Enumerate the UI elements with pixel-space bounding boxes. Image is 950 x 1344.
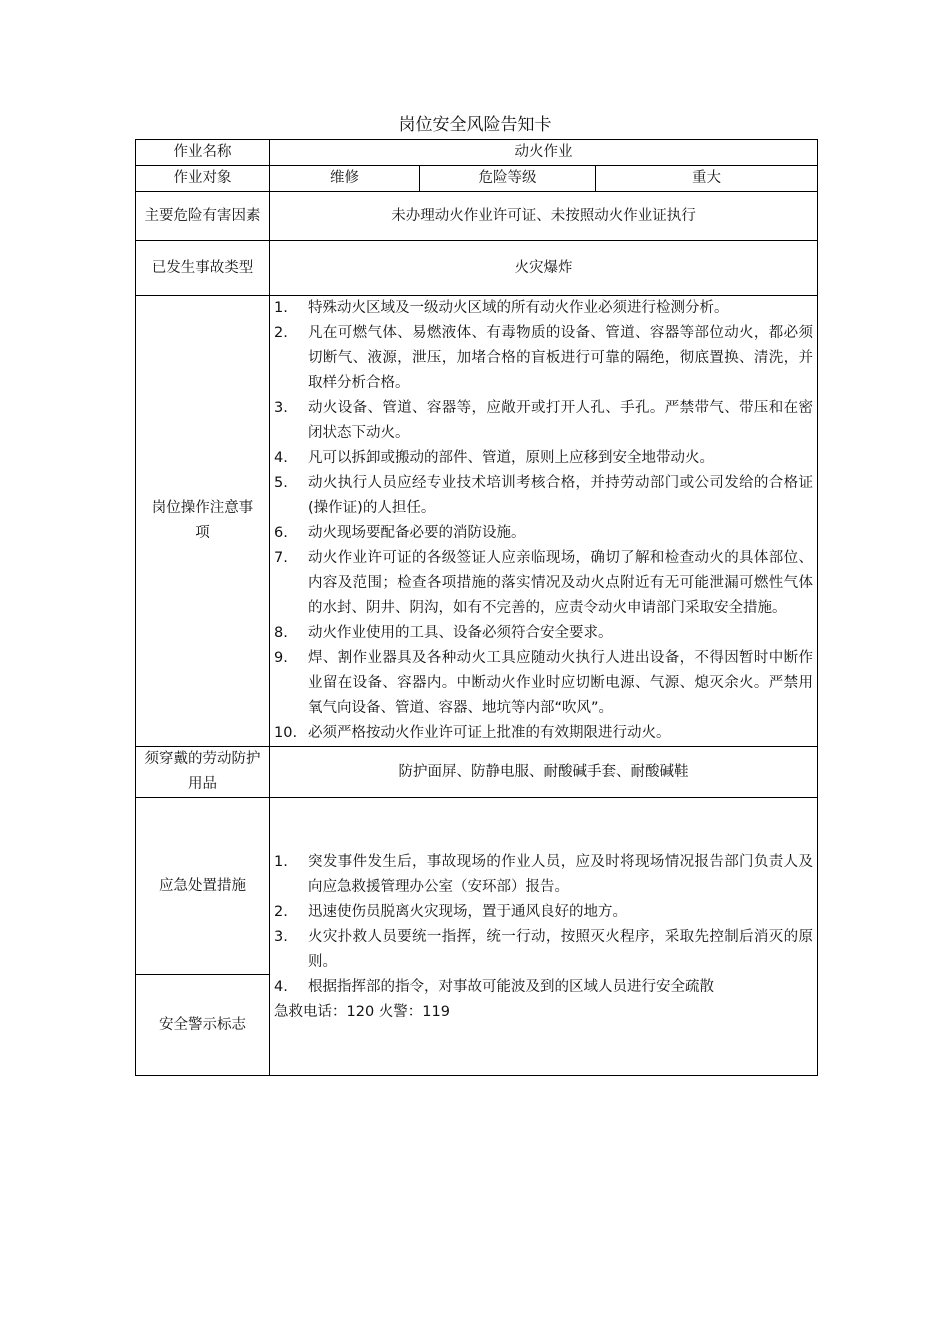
operation-note-item-number: 5. — [274, 475, 288, 491]
operation-note-item — [274, 546, 813, 621]
operation-notes-list — [274, 296, 813, 746]
risk-card-table — [135, 139, 818, 1076]
emergency-label: 应急处置措施 — [136, 798, 270, 975]
row-accident-types — [136, 241, 818, 296]
emergency-item-text: 根据指挥部的指令，对事故可能波及到的区域人员进行安全疏散 — [308, 979, 714, 995]
operation-note-item-number: 8. — [274, 625, 288, 641]
job-object-label: 作业对象 — [136, 166, 270, 192]
job-name-value: 动火作业 — [270, 140, 818, 166]
emergency-item-number: 4. — [274, 979, 288, 995]
operation-note-item-number: 3. — [274, 400, 288, 416]
row-emergency — [136, 798, 818, 975]
emergency-item-number: 1. — [274, 854, 288, 870]
main-hazards-value: 未办理动火作业许可证、未按照动火作业证执行 — [270, 192, 818, 241]
emergency-cell — [270, 798, 818, 1076]
job-name-label: 作业名称 — [136, 140, 270, 166]
operation-note-item-text: 凡在可燃气体、易燃液体、有毒物质的设备、管道、容器等部位动火，都必须切断气、液源，泄压，加堵合格的盲板进行可靠的隔绝，彻底置换、清洗，并取样分析合格。 — [308, 325, 814, 391]
risk-level-value: 重大 — [596, 166, 818, 192]
emergency-item — [274, 975, 813, 1000]
operation-note-item-number: 6. — [274, 525, 288, 541]
operation-note-item-text: 焊、割作业器具及各种动火工具应随动火执行人进出设备，不得因暂时中断作业留在设备、容器内。中断动火作业时应切断电源、气源、熄灭余火。严禁用氧气向设备、管道、容器、地坑等内部“吹风”。 — [308, 650, 814, 716]
operation-note-item — [274, 721, 813, 746]
emergency-item — [274, 925, 813, 975]
operation-note-item-number: 7. — [274, 550, 288, 566]
warning-signs-label: 安全警示标志 — [136, 975, 270, 1076]
operation-note-item-number: 10. — [274, 725, 298, 741]
emergency-list — [274, 850, 813, 1000]
operation-note-item-text: 动火设备、管道、容器等，应敞开或打开人孔、手孔。严禁带气、带压和在密闭状态下动火。 — [308, 400, 814, 441]
emergency-item-number: 2. — [274, 904, 288, 920]
row-ppe — [136, 747, 818, 798]
emergency-phone: 急救电话：120 火警：119 — [274, 1004, 450, 1020]
accident-types-label: 已发生事故类型 — [136, 241, 270, 296]
operation-note-item-number: 9. — [274, 650, 288, 666]
accident-types-value: 火灾爆炸 — [270, 241, 818, 296]
job-object-value: 维修 — [270, 166, 420, 192]
operation-note-item — [274, 446, 813, 471]
operation-note-item — [274, 646, 813, 721]
operation-note-item-number: 4. — [274, 450, 288, 466]
operation-note-item-text: 必须严格按动火作业许可证上批准的有效期限进行动火。 — [308, 725, 671, 741]
row-operation-notes — [136, 296, 818, 747]
emergency-item-text: 迅速使伤员脱离火灾现场，置于通风良好的地方。 — [308, 904, 627, 920]
operation-note-item-text: 动火执行人员应经专业技术培训考核合格，并持劳动部门或公司发给的合格证(操作证)的人担任。 — [308, 475, 814, 516]
operation-note-item-text: 动火作业许可证的各级签证人应亲临现场，确切了解和检查动火的具体部位、内容及范围；检查各项措施的落实情况及动火点附近有无可能泄漏可燃性气体的水封、阴井、阴沟，如有不完善的，应责令动火申请部门采取安全措施。 — [308, 550, 814, 616]
emergency-item — [274, 900, 813, 925]
operation-note-item — [274, 471, 813, 521]
emergency-item-text: 突发事件发生后，事故现场的作业人员，应及时将现场情况报告部门负责人及向应急救援管理办公室（安环部）报告。 — [308, 854, 814, 895]
operation-note-item-text: 动火现场要配备必要的消防设施。 — [308, 525, 526, 541]
row-main-hazards — [136, 192, 818, 241]
operation-note-item-number: 1. — [274, 300, 288, 316]
ppe-value: 防护面屏、防静电服、耐酸碱手套、耐酸碱鞋 — [270, 747, 818, 798]
operation-notes-label: 岗位操作注意事项 — [136, 296, 270, 747]
row-job-name — [136, 140, 818, 166]
operation-note-item — [274, 321, 813, 396]
operation-note-item-text: 动火作业使用的工具、设备必须符合安全要求。 — [308, 625, 613, 641]
emergency-item-number: 3. — [274, 929, 288, 945]
emergency-item — [274, 850, 813, 900]
row-job-object — [136, 166, 818, 192]
main-hazards-label: 主要危险有害因素 — [136, 192, 270, 241]
operation-note-item — [274, 521, 813, 546]
operation-notes-cell — [270, 296, 818, 747]
operation-note-item — [274, 396, 813, 446]
operation-note-item-number: 2. — [274, 325, 288, 341]
emergency-item-text: 火灾扑救人员要统一指挥，统一行动，按照灭火程序，采取先控制后消灭的原则。 — [308, 929, 814, 970]
operation-note-item-text: 特殊动火区域及一级动火区域的所有动火作业必须进行检测分析。 — [308, 300, 729, 316]
card-title: 岗位安全风险告知卡 — [398, 115, 552, 135]
risk-level-label: 危险等级 — [420, 166, 596, 192]
operation-note-item — [274, 296, 813, 321]
operation-note-item-text: 凡可以拆卸或搬动的部件、管道，原则上应移到安全地带动火。 — [308, 450, 714, 466]
ppe-label: 须穿戴的劳动防护用品 — [136, 747, 270, 798]
operation-note-item — [274, 621, 813, 646]
